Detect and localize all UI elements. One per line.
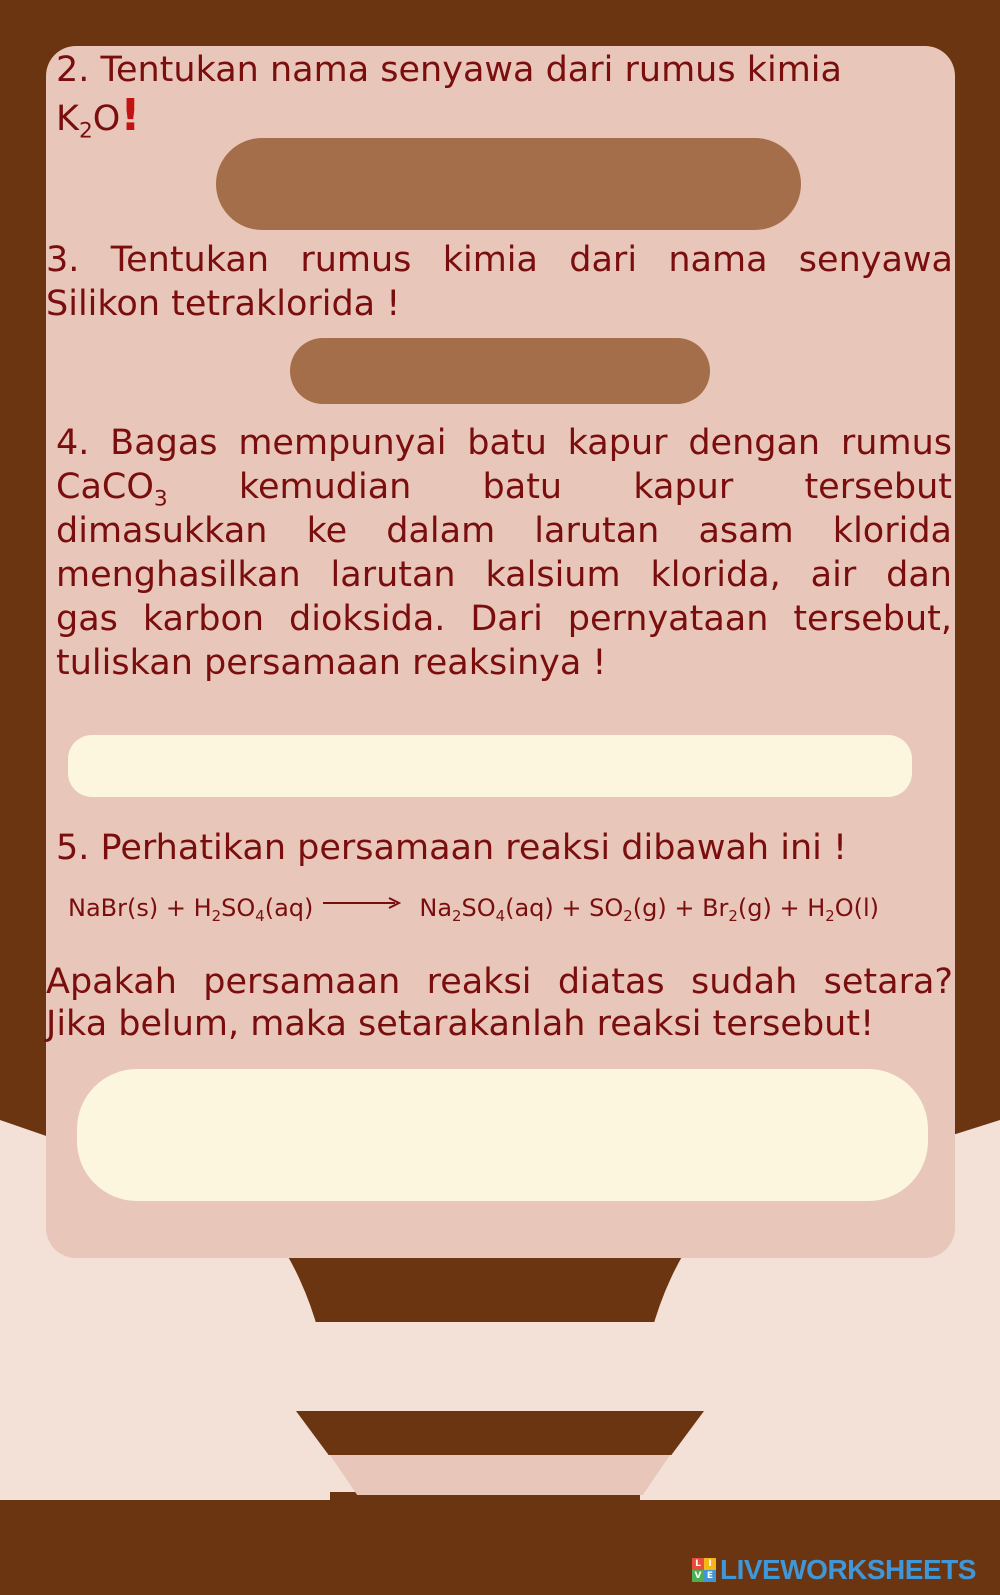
question-3-text-line1: 3. Tentukan rumus kimia dari nama senyawa [46,240,953,280]
question-4-line4: menghasilkan larutan kalsium klorida, air dan [56,555,952,595]
question-5-text-line1: Apakah persamaan reaksi diatas sudah setara? [46,962,953,1002]
question-4-line3: dimasukkan ke dalam larutan asam klorida [56,511,952,551]
clipboard-holder-base [330,1455,670,1495]
question-3-text-line2: Silikon tetraklorida ! [46,284,401,324]
liveworksheets-logo-icon: L I V E [692,1558,716,1582]
question-4-line1: 4. Bagas mempunyai batu kapur dengan rumus [56,423,952,463]
reaction-equation: NaBr(s) + $H_2SO_4(aq) Na_2SO_4(aq) + SO_2(g) + Br_2(g) + H_2O(l)$ [68,892,928,924]
question-4-line6: tuliskan persamaan reaksinya ! [56,643,607,683]
question-4-line2: CaCO$_3$ kemudian batu kapur tersebut [56,467,952,512]
liveworksheets-brand[interactable] [692,1554,976,1586]
answer-field-1[interactable] [216,138,801,230]
reaction-arrow-icon [323,885,401,917]
answer-field-3[interactable] [68,735,912,797]
question-2-text: 2. Tentukan nama senyawa dari rumus kimia [56,50,842,90]
exclamation-icon: ! [120,90,141,141]
question-4-line5: gas karbon dioksida. Dari pernyataan tersebut, [56,599,952,639]
answer-field-4[interactable] [77,1069,928,1201]
answer-field-2[interactable] [290,338,710,404]
question-4-text [56,421,952,685]
brand-text: LIVEWORKSHEETS [720,1554,976,1585]
clipboard-holder-stripe [296,1411,704,1455]
question-5-title: 5. Perhatikan persamaan reaksi dibawah ini ! [56,828,848,868]
question-5-text-line2: Jika belum, maka setarakanlah reaksi tersebut! [46,1004,875,1044]
question-2-formula: $K_2O$! [56,90,141,144]
